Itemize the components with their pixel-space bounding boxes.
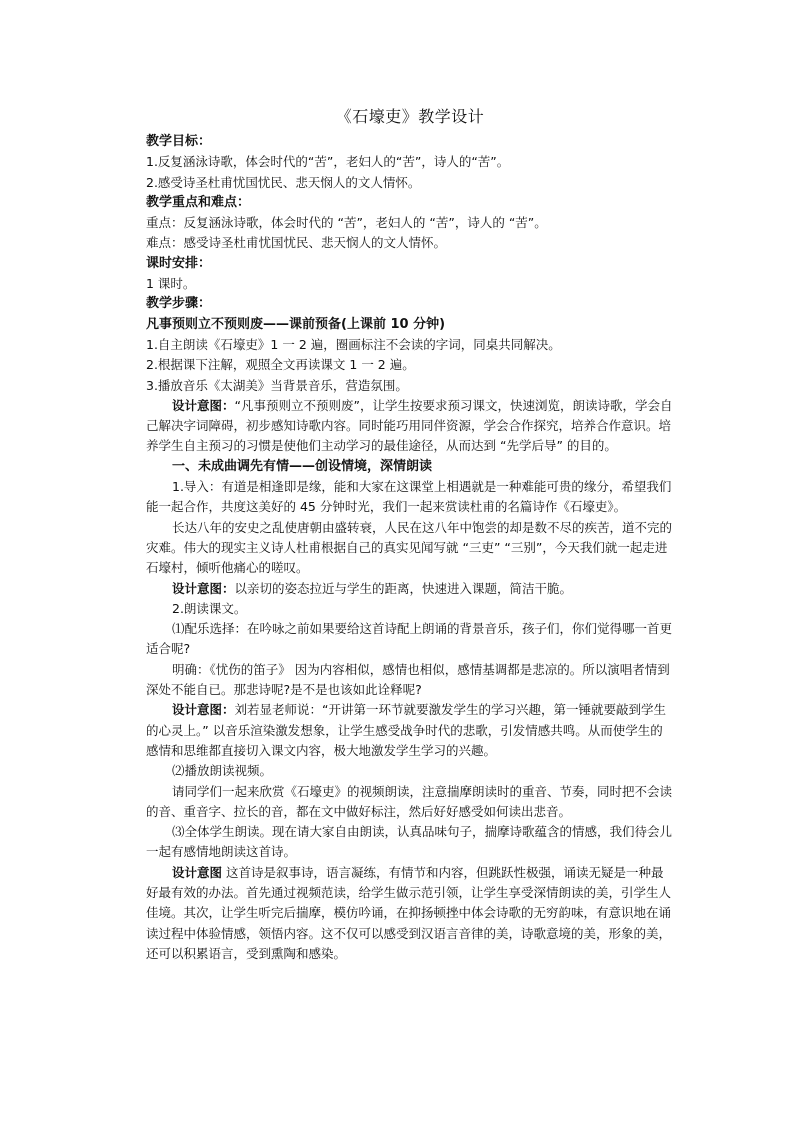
prep-step-2: 2.根据课下注解，观照全文再读课文 1 一 2 遍。 [146, 357, 415, 373]
prep-step-1: 1.自主朗读《石壕吏》1 一 2 遍，圈画标注不会读的字词，同桌共同解决。 [146, 336, 561, 352]
design-intent-1 [146, 396, 674, 457]
key-heading: 教学重点和难点： [146, 194, 251, 210]
design-intent-label: 设计意图： [172, 580, 235, 596]
steps-heading: 教学步骤： [146, 296, 212, 312]
design-intent-text: 以亲切的姿态拉近与学生的距离，快速进入课题，简洁干脆。 [234, 580, 573, 596]
goal-1: 1.反复涵泳诗歌，体会时代的“苦”，老妇人的“苦”，诗人的“苦”。 [146, 154, 510, 170]
design-intent-4 [146, 863, 674, 964]
time-value: 1 课时。 [146, 276, 196, 292]
prep-step-3: 3.播放音乐《太湖美》当背景音乐，营造氛围。 [146, 377, 408, 393]
design-intent-label: 设计意图： [172, 702, 235, 718]
difficult-point: 难点：感受诗圣杜甫忧国忧民、悲天悯人的文人情怀。 [146, 235, 447, 251]
intro-paragraph-1: 1.导入：有道是相逢即是缘，能和大家在这课堂上相遇就是一种难能可贵的缘分，希望我们能一起合作，共度这美好的 45 分钟时光，我们一起来赏读杜甫的名篇诗作《石壕吏》。 [146, 479, 672, 515]
intro-paragraph-2: 长达八年的安史之乱使唐朝由盛转衰，人民在这八年中饱尝的却是数不尽的疾苦，道不完的灾难。伟大的现实主义诗人杜甫根据自己的真实见闻写就 “三吏” “三别”，今天我们就一起走进石壕村，倾听他痛心的嗟叹。 [146, 519, 673, 576]
design-intent-2 [146, 579, 674, 599]
design-intent-label: 设计意图 [172, 864, 223, 880]
goals-heading: 教学目标： [146, 134, 212, 149]
design-intent-text: 刘若显老师说：“开讲第一环节就要激发学生的学习兴趣，第一锤就要敲到学生的心灵上。” 以音乐渲染激发想象，让学生感受战争时代的悲歌，引发情感共鸣。从而使学生的感情和思维都直接切入课文内容，极大地激发学生学习的兴趣。 [146, 702, 666, 758]
design-intent-text: “凡事预则立不预则废”，让学生按要求预习课文，快速浏览，朗读诗歌，学会自己解决字词障碍，初步感知诗歌内容。同时能巧用同伴资源，学会合作探究，培养合作意识。培养学生自主预习的习惯是使他们主动学习的最佳途径，从而达到 “先学后导” 的目的。 [146, 397, 673, 454]
prep-heading: 凡事预则立不预则废——课前预备(上课前 10 分钟) [146, 316, 446, 332]
read-step-2-text: 请同学们一起来欣赏《石壕吏》的视频朗读，注意揣摩朗读时的重音、节奏，同时把不会读的音、重音字、拉长的音，都在文中做好标注，然后好好感受如何读出悲音。 [146, 783, 673, 819]
design-intent-label: 设计意图： [172, 397, 235, 413]
read-heading: 2.朗读课文。 [172, 600, 247, 616]
time-heading: 课时安排： [146, 255, 212, 271]
design-intent-text: 这首诗是叙事诗，语言凝练，有情节和内容，但跳跃性极强，诵读无疑是一种最好最有效的办法。首先通过视频范读，给学生做示范引领，让学生享受深情朗读的美，引学生人佳境。其次，让学生听完后揣摩，模仿吟诵，在抑扬顿挫中体会诗歌的无穷韵味，有意识地在诵读过程中体验情感，领悟内容。这不仅可以感受到汉语言音律的美，诗歌意境的美，形象的美，还可以积累语言，受到熏陶和感染。 [146, 864, 672, 961]
read-step-3: ⑶全体学生朗读。现在请大家自由朗读，认真品味句子，揣摩诗歌蕴含的情感，我们待会儿一起有感情地朗读这首诗。 [146, 824, 673, 860]
read-step-1-answer: 明确：《忧伤的笛子》 因为内容相似，感情也相似，感情基调都是悲凉的。所以演唱者情到深处不能自已。那悲诗呢?是不是也该如此诠释呢? [146, 661, 670, 698]
read-step-2: ⑵播放朗读视频。 [172, 763, 273, 779]
goal-2: 2.感受诗圣杜甫忧国忧民、悲天悯人的文人情怀。 [146, 174, 421, 190]
document-title: 《石壕吏》教学设计 [335, 107, 485, 126]
document-page [146, 104, 674, 964]
read-step-1: ⑴配乐选择：在吟咏之前如果要给这首诗配上朗诵的背景音乐，孩子们，你们觉得哪一首更适合呢? [146, 621, 673, 657]
design-intent-3 [146, 700, 674, 761]
section-1-heading: 一、未成曲调先有情——创设情境，深情朗读 [172, 458, 433, 474]
key-point: 重点：反复涵泳诗歌，体会时代的 “苦”，老妇人的 “苦”，诗人的 “苦”。 [146, 215, 547, 231]
